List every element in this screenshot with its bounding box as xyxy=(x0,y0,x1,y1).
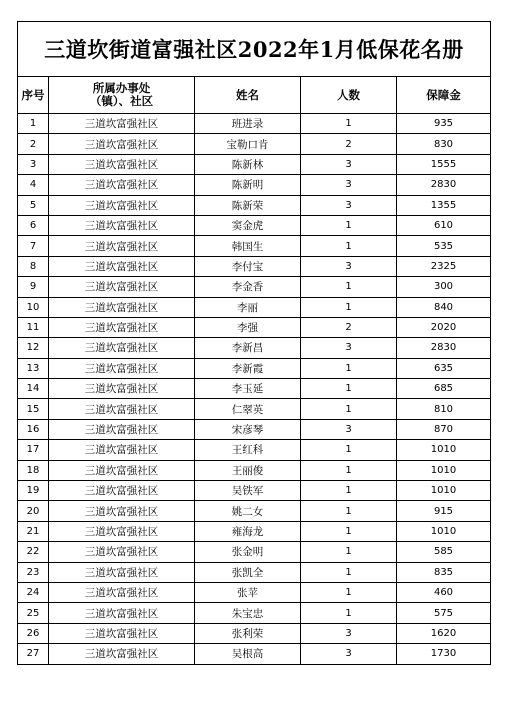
table-row xyxy=(18,317,491,337)
table-row xyxy=(18,175,491,195)
row-name: 宝勒口肯 xyxy=(195,134,301,154)
row-amount: 2830 xyxy=(397,338,491,358)
roster-sheet xyxy=(17,21,490,665)
row-people: 1 xyxy=(301,460,397,480)
row-office: 三道坎富强社区 xyxy=(49,215,195,235)
row-name: 宋彦琴 xyxy=(195,419,301,439)
row-index: 11 xyxy=(18,317,49,337)
row-office: 三道坎富强社区 xyxy=(49,297,195,317)
row-office: 三道坎富强社区 xyxy=(49,317,195,337)
row-people: 3 xyxy=(301,338,397,358)
row-amount: 1355 xyxy=(397,195,491,215)
row-amount: 830 xyxy=(397,134,491,154)
row-office: 三道坎富强社区 xyxy=(49,603,195,623)
row-name: 张苹 xyxy=(195,582,301,602)
row-index: 3 xyxy=(18,154,49,174)
row-people: 1 xyxy=(301,236,397,256)
header-name: 姓名 xyxy=(195,77,301,114)
table-body xyxy=(18,114,491,665)
row-people: 3 xyxy=(301,623,397,643)
row-office: 三道坎富强社区 xyxy=(49,644,195,664)
table-row xyxy=(18,358,491,378)
row-name: 陈新荣 xyxy=(195,195,301,215)
row-name: 李新霞 xyxy=(195,358,301,378)
row-name: 班进录 xyxy=(195,114,301,134)
row-name: 张利荣 xyxy=(195,623,301,643)
row-amount: 460 xyxy=(397,582,491,602)
row-people: 1 xyxy=(301,277,397,297)
row-index: 25 xyxy=(18,603,49,623)
row-office: 三道坎富强社区 xyxy=(49,419,195,439)
row-index: 22 xyxy=(18,542,49,562)
table-row xyxy=(18,256,491,276)
row-index: 14 xyxy=(18,379,49,399)
row-amount: 635 xyxy=(397,358,491,378)
row-name: 韩国生 xyxy=(195,236,301,256)
row-index: 4 xyxy=(18,175,49,195)
row-people: 1 xyxy=(301,582,397,602)
table-row xyxy=(18,114,491,134)
row-office: 三道坎富强社区 xyxy=(49,582,195,602)
row-people: 2 xyxy=(301,134,397,154)
row-amount: 835 xyxy=(397,562,491,582)
row-office: 三道坎富强社区 xyxy=(49,399,195,419)
row-office: 三道坎富强社区 xyxy=(49,501,195,521)
row-people: 1 xyxy=(301,358,397,378)
row-people: 1 xyxy=(301,521,397,541)
row-name: 李付宝 xyxy=(195,256,301,276)
table-row xyxy=(18,521,491,541)
roster-table xyxy=(17,21,491,665)
row-amount: 870 xyxy=(397,419,491,439)
row-people: 1 xyxy=(301,562,397,582)
row-name: 王红科 xyxy=(195,440,301,460)
row-office: 三道坎富强社区 xyxy=(49,623,195,643)
row-name: 姚二女 xyxy=(195,501,301,521)
table-row xyxy=(18,297,491,317)
row-name: 陈新林 xyxy=(195,154,301,174)
row-amount: 915 xyxy=(397,501,491,521)
table-row xyxy=(18,644,491,664)
row-index: 16 xyxy=(18,419,49,439)
row-office: 三道坎富强社区 xyxy=(49,481,195,501)
row-amount: 1010 xyxy=(397,521,491,541)
row-index: 2 xyxy=(18,134,49,154)
table-row xyxy=(18,562,491,582)
row-amount: 535 xyxy=(397,236,491,256)
row-amount: 1555 xyxy=(397,154,491,174)
table-row xyxy=(18,542,491,562)
table-row xyxy=(18,603,491,623)
row-index: 12 xyxy=(18,338,49,358)
header-office-line1: 所属办事处 xyxy=(92,81,151,95)
row-index: 20 xyxy=(18,501,49,521)
row-name: 李强 xyxy=(195,317,301,337)
row-amount: 585 xyxy=(397,542,491,562)
table-row xyxy=(18,501,491,521)
row-people: 3 xyxy=(301,419,397,439)
row-amount: 2325 xyxy=(397,256,491,276)
header-index: 序号 xyxy=(18,77,49,114)
table-row xyxy=(18,419,491,439)
row-amount: 610 xyxy=(397,215,491,235)
row-people: 1 xyxy=(301,379,397,399)
row-name: 仁翠英 xyxy=(195,399,301,419)
title-row xyxy=(18,22,491,77)
row-index: 17 xyxy=(18,440,49,460)
row-index: 13 xyxy=(18,358,49,378)
table-row xyxy=(18,623,491,643)
table-row xyxy=(18,338,491,358)
row-index: 27 xyxy=(18,644,49,664)
row-office: 三道坎富强社区 xyxy=(49,175,195,195)
header-people: 人数 xyxy=(301,77,397,114)
row-people: 1 xyxy=(301,440,397,460)
row-index: 6 xyxy=(18,215,49,235)
row-office: 三道坎富强社区 xyxy=(49,379,195,399)
row-name: 窦金虎 xyxy=(195,215,301,235)
row-name: 李丽 xyxy=(195,297,301,317)
row-index: 26 xyxy=(18,623,49,643)
row-people: 3 xyxy=(301,256,397,276)
row-people: 1 xyxy=(301,114,397,134)
header-row xyxy=(18,77,491,114)
row-name: 朱宝忠 xyxy=(195,603,301,623)
row-office: 三道坎富强社区 xyxy=(49,358,195,378)
table-row xyxy=(18,440,491,460)
row-name: 李玉延 xyxy=(195,379,301,399)
row-amount: 685 xyxy=(397,379,491,399)
row-amount: 300 xyxy=(397,277,491,297)
table-row xyxy=(18,215,491,235)
row-people: 3 xyxy=(301,175,397,195)
table-row xyxy=(18,460,491,480)
row-amount: 2830 xyxy=(397,175,491,195)
row-index: 5 xyxy=(18,195,49,215)
table-row xyxy=(18,481,491,501)
row-amount: 1010 xyxy=(397,460,491,480)
table-row xyxy=(18,277,491,297)
row-index: 21 xyxy=(18,521,49,541)
row-name: 王丽俊 xyxy=(195,460,301,480)
row-name: 张金明 xyxy=(195,542,301,562)
row-people: 1 xyxy=(301,501,397,521)
row-amount: 1010 xyxy=(397,440,491,460)
row-index: 15 xyxy=(18,399,49,419)
table-row xyxy=(18,399,491,419)
row-name: 张凯全 xyxy=(195,562,301,582)
row-index: 7 xyxy=(18,236,49,256)
row-people: 1 xyxy=(301,399,397,419)
row-index: 18 xyxy=(18,460,49,480)
row-office: 三道坎富强社区 xyxy=(49,277,195,297)
row-office: 三道坎富强社区 xyxy=(49,236,195,256)
row-office: 三道坎富强社区 xyxy=(49,195,195,215)
row-name: 李金香 xyxy=(195,277,301,297)
row-name: 陈新明 xyxy=(195,175,301,195)
row-people: 1 xyxy=(301,215,397,235)
row-people: 1 xyxy=(301,481,397,501)
row-amount: 840 xyxy=(397,297,491,317)
row-people: 1 xyxy=(301,542,397,562)
row-office: 三道坎富强社区 xyxy=(49,114,195,134)
header-amount: 保障金 xyxy=(397,77,491,114)
row-people: 3 xyxy=(301,644,397,664)
row-office: 三道坎富强社区 xyxy=(49,154,195,174)
row-people: 3 xyxy=(301,154,397,174)
row-amount: 1010 xyxy=(397,481,491,501)
header-office xyxy=(49,77,195,114)
table-row xyxy=(18,379,491,399)
row-amount: 1730 xyxy=(397,644,491,664)
row-index: 9 xyxy=(18,277,49,297)
row-office: 三道坎富强社区 xyxy=(49,542,195,562)
row-amount: 1620 xyxy=(397,623,491,643)
row-index: 10 xyxy=(18,297,49,317)
table-row xyxy=(18,195,491,215)
row-name: 吴铁军 xyxy=(195,481,301,501)
row-office: 三道坎富强社区 xyxy=(49,256,195,276)
row-office: 三道坎富强社区 xyxy=(49,440,195,460)
row-people: 2 xyxy=(301,317,397,337)
row-name: 吴根高 xyxy=(195,644,301,664)
row-index: 19 xyxy=(18,481,49,501)
row-people: 1 xyxy=(301,297,397,317)
row-amount: 810 xyxy=(397,399,491,419)
header-office-line2: （镇）、社区 xyxy=(89,94,154,108)
row-name: 雍海龙 xyxy=(195,521,301,541)
row-people: 1 xyxy=(301,603,397,623)
row-index: 1 xyxy=(18,114,49,134)
table-row xyxy=(18,582,491,602)
row-amount: 575 xyxy=(397,603,491,623)
row-office: 三道坎富强社区 xyxy=(49,521,195,541)
row-people: 3 xyxy=(301,195,397,215)
table-row xyxy=(18,236,491,256)
row-index: 24 xyxy=(18,582,49,602)
row-name: 李新昌 xyxy=(195,338,301,358)
table-row xyxy=(18,154,491,174)
row-office: 三道坎富强社区 xyxy=(49,134,195,154)
row-amount: 2020 xyxy=(397,317,491,337)
page-title: 三道坎街道富强社区2022年1月低保花名册 xyxy=(18,22,491,77)
table-row xyxy=(18,134,491,154)
row-index: 8 xyxy=(18,256,49,276)
row-office: 三道坎富强社区 xyxy=(49,460,195,480)
row-index: 23 xyxy=(18,562,49,582)
row-amount: 935 xyxy=(397,114,491,134)
row-office: 三道坎富强社区 xyxy=(49,562,195,582)
row-office: 三道坎富强社区 xyxy=(49,338,195,358)
